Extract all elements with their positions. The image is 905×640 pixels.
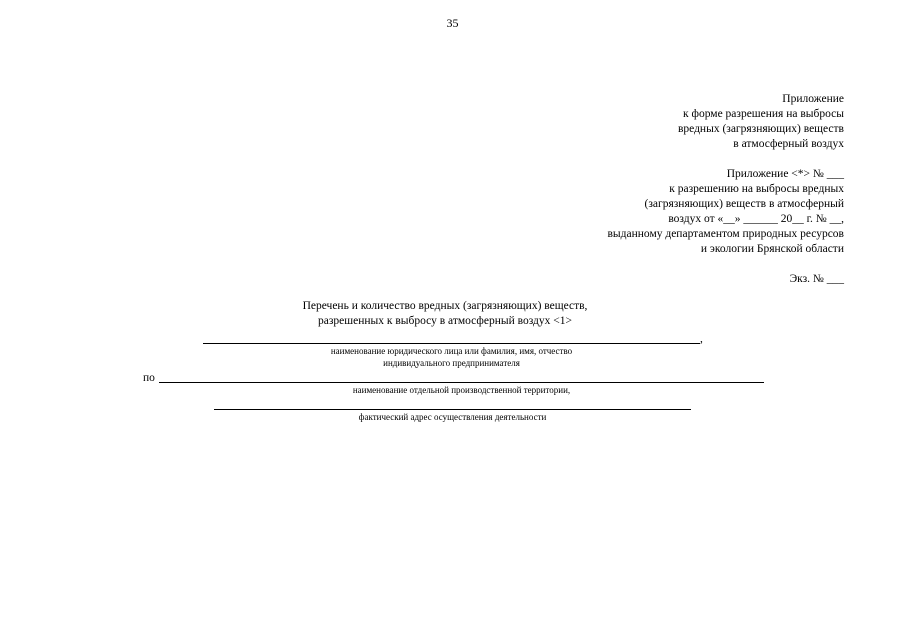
appendix-reference-line: (загрязняющих) веществ в атмосферный [644,198,844,210]
appendix-header-line: в атмосферный воздух [733,138,844,150]
copy-number: Экз. № ___ [789,273,844,285]
appendix-reference-line: Приложение <*> № ___ [726,168,844,180]
appendix-reference [608,167,845,257]
territory-caption: наименование отдельной производственной территории, [352,385,571,395]
entity-name-comma: , [700,333,703,345]
appendix-reference-line: воздух от «__» ______ 20__ г. № __, [668,213,844,225]
appendix-header-line: вредных (загрязняющих) веществ [677,123,844,135]
address-caption: фактический адрес осуществления деятельности [358,412,547,422]
document-title [260,299,630,329]
entity-name-line [203,343,700,344]
document-title-line: разрешенных к выбросу в атмосферный воздух <1> [318,315,572,327]
appendix-reference-line: и экологии Брянской области [700,243,844,255]
appendix-header-line: к форме разрешения на выбросы [683,108,844,120]
appendix-reference-line: к разрешению на выбросы вредных [669,183,844,195]
appendix-header-line: Приложение [782,93,844,105]
territory-prefix: по [143,372,155,384]
address-line [214,409,691,410]
territory-line [159,382,764,383]
entity-name-caption: наименование юридического лица или фамилия, имя, отчество [330,346,573,356]
page-number: 35 [446,16,459,30]
appendix-header [678,92,844,152]
document-title-line: Перечень и количество вредных (загрязняющих) веществ, [302,300,588,312]
entity-name-caption-continued: индивидуального предпринимателя [383,358,520,368]
appendix-reference-line: выданному департаментом природных ресурсов [607,228,844,240]
